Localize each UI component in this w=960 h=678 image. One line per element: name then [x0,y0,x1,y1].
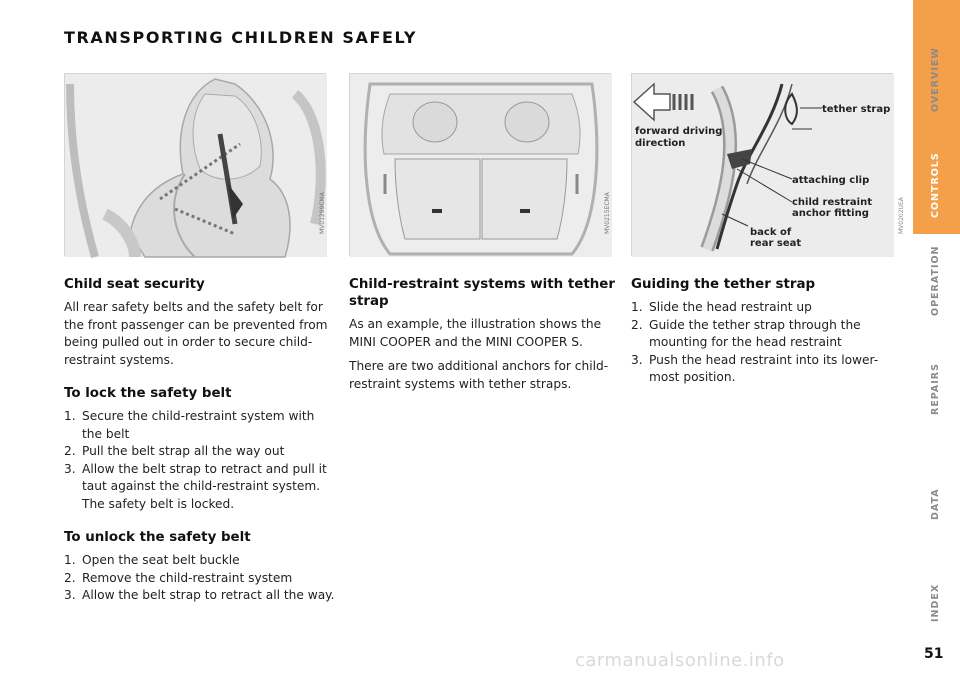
lock-steps-list [64,408,344,513]
heading-lock-belt: To lock the safety belt [64,386,232,401]
tab-controls[interactable]: CONTROLS [930,152,941,218]
figure-id: MV0202UEA [898,197,905,234]
tether-strap-diagram [631,73,905,256]
label-anchor-2: anchor fitting [792,208,869,219]
label-seat-2: rear seat [750,238,802,249]
label-tether-strap: tether strap [822,104,891,115]
heading-guiding-tether: Guiding the tether strap [631,277,816,292]
rear-anchors-illustration [349,73,611,256]
list-item: 3. Push the head restraint into its lower- most position. [631,352,879,384]
rear-anchors-drawing [350,74,612,257]
watermark: carmanualsonline.info [575,650,785,671]
tab-data[interactable]: DATA [930,488,941,520]
figure-id: MV01299CMA [319,192,326,234]
list-item: 1. Secure the child-restraint system with the belt [64,409,315,441]
guide-steps-list [631,299,901,387]
label-anchor-1: child restraint [792,197,872,208]
tab-overview[interactable]: OVERVIEW [930,47,941,112]
page-title: TRANSPORTING CHILDREN SAFELY [64,28,418,47]
column-guiding-tether [631,276,901,394]
label-forward-1: forward driving [635,126,723,137]
list-item: 2. Pull the belt strap all the way out [64,444,285,458]
paragraph: There are two additional anchors for child- restraint systems with tether straps. [349,359,609,391]
column-tether-systems [349,276,619,400]
list-item: 3. Allow the belt strap to retract all the way. [64,588,335,602]
child-seat-illustration [64,73,326,256]
child-seat-drawing [65,74,327,257]
list-item: 3. Allow the belt strap to retract and pull it taut against the child-restraint system. The safety belt is locked. [64,461,327,511]
list-item: 1. Slide the head restraint up [631,300,812,314]
paragraph: All rear safety belts and the safety belt for the front passenger can be prevented from being pulled out in order to secure child- restraint systems. [64,300,328,367]
tether-strap-drawing [632,74,894,257]
tab-repairs[interactable]: REPAIRS [930,363,941,415]
heading-unlock-belt: To unlock the safety belt [64,530,251,545]
label-seat-1: back of [750,227,792,238]
section-sidebar [913,0,960,678]
heading-child-seat-security: Child seat security [64,277,205,292]
figure-id: MV0215ECMA [604,192,611,234]
heading-tether-systems: Child-restraint systems with tether strap [349,277,615,309]
list-item: 2. Guide the tether strap through the mounting for the head restraint [631,317,861,349]
list-item: 1. Open the seat belt buckle [64,553,240,567]
tab-operation[interactable]: OPERATION [930,245,941,316]
list-item: 2. Remove the child-restraint system [64,570,293,585]
label-forward-2: direction [635,138,686,149]
label-attaching-clip: attaching clip [792,175,870,186]
tab-index[interactable]: INDEX [930,583,941,622]
page-number: 51 [924,646,944,662]
unlock-steps-list [64,552,344,605]
column-child-seat-security [64,276,344,612]
paragraph: As an example, the illustration shows the MINI COOPER and the MINI COOPER S. [349,317,602,349]
